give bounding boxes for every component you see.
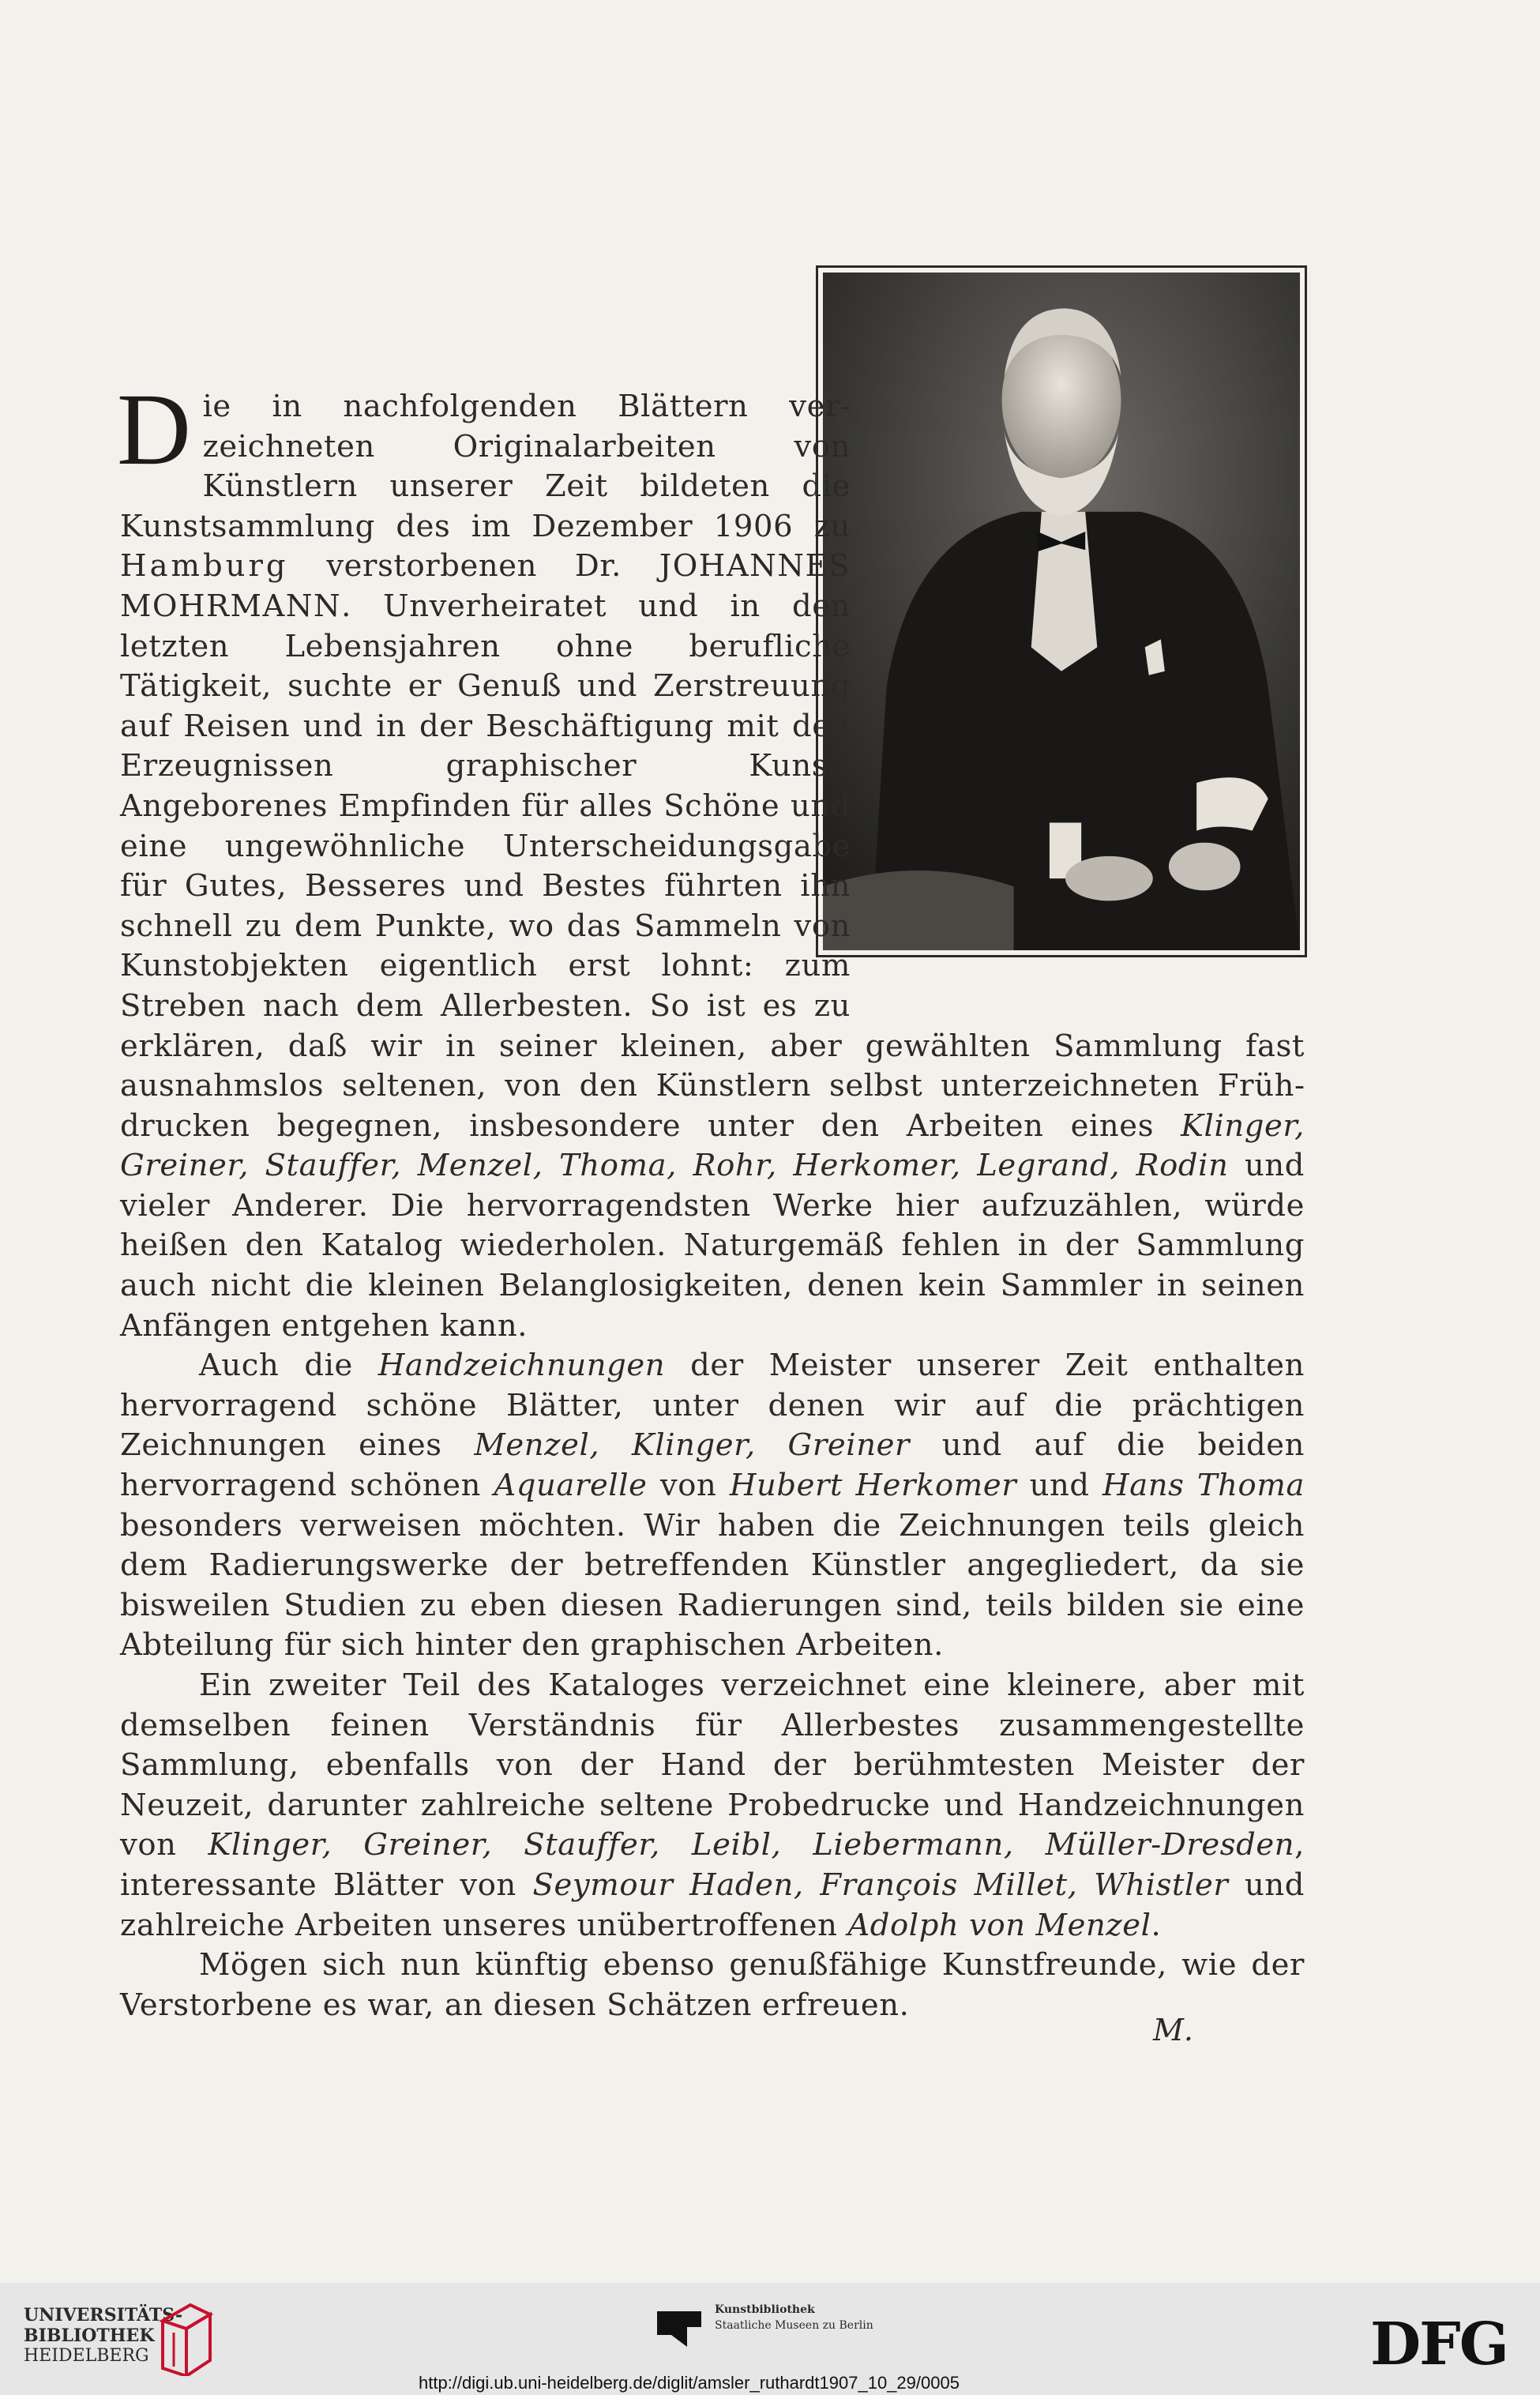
kunstbibliothek-icon — [655, 2303, 703, 2351]
body-text — [117, 373, 1305, 2025]
p3-f: Adolph von Menzel — [847, 1907, 1151, 1943]
p1-mid2: . Unverheiratet und in den letzten Lebensjahren ohne berufliche Tätigkeit, suchte er Genuß und Zerstreuung auf Reisen und in der Beschäftigung mit den Erzeugnissen graphischer Kunst. Angeborenes Empfinden für alles Schöne und eine ungewöhnliche Unterscheidungsgabe für Gutes, Besseres und Bestes führten ihn schnell zu dem Punkte, wo das Sammeln von Kunstobjekten eigentlich erst lohnt: zum Streben nach dem Allerbesten. So ist es zu erklären, daß wir in seiner kleinen, aber gewählten Sammlung fast ausnahmslos seltenen, von den Künstlern selbst unterzeichneten Frühdrucken begegnen, insbesondere unter den Arbeiten eines — [120, 588, 1305, 1144]
p2-a: Auch die — [199, 1348, 378, 1384]
p2-b: Handzeichnungen — [377, 1348, 666, 1384]
p2-g: von — [647, 1468, 730, 1504]
p3-a: Ein zweiter Teil des Kataloges verzeichnet eine kleinere, aber mit demselben feinen Verständnis für Allerbestes zusammengestellte Sammlung, ebenfalls von der Hand der berühmtesten Meister der Neuzeit, darunter zahlreiche seltene Probedrucke und Handzeichnungen von — [120, 1667, 1305, 1863]
paragraph-2 — [120, 1346, 1305, 1666]
p2-c: der Meister unserer Zeit enthalten hervorragend schöne Blätter, unter denen wir auf die prächtigen Zeichnungen eines — [120, 1348, 1305, 1464]
p3-b: Klinger, Greiner, Stauffer, Leibl, Liebermann, Müller-Dresden — [208, 1827, 1295, 1863]
p1-hamburg: Hamburg — [120, 548, 289, 585]
p3-c: , interessante Blätter von — [120, 1827, 1305, 1903]
dropcap: D — [117, 373, 192, 487]
p2-d: Menzel, Klinger, Greiner — [474, 1427, 911, 1464]
ub-line2: BIBLIOTHEK — [24, 2325, 155, 2346]
ub-line1: UNIVERSITÄTS- — [24, 2305, 183, 2325]
kb-line1: Kunstbibliothek — [715, 2303, 815, 2316]
p3-d: Seymour Haden, François Millet, Whistler — [532, 1867, 1229, 1903]
p2-f: Aquarelle — [494, 1468, 648, 1504]
dfg-logo[interactable]: DFG — [1370, 2310, 1508, 2378]
signature: M. — [1153, 2013, 1193, 2047]
p1-tail: und vieler Anderer. Die hervorragendsten Werke hier aufzuzählen, würde heißen den Katalog wiederholen. Naturgemäß fehlen in der Sammlung auch nicht die kleinen Belanglosigkeiten, denen kein Sammler in seinen Anfängen entgehen kann. — [120, 1148, 1305, 1344]
p2-k: besonders verweisen möchten. Wir haben die Zeichnungen teils gleich dem Radierungswerke der betreffenden Künstler angegliedert, da sie bisweilen Studien zu eben diesen Radierungen sind, teils bilden sie eine Abteilung für sich hinter den graphischen Arbeiten. — [120, 1507, 1305, 1664]
p1-name: JOHANNES MOHRMANN — [120, 548, 851, 624]
paragraph-4: Mögen sich nun künftig ebenso genußfähige Kunstfreunde, wie der Verstorbene es war, an diesen Schätzen erfreuen. — [120, 1947, 1305, 2023]
ub-line3: HEIDELBERG — [24, 2346, 149, 2366]
kb-line2: Staatliche Museen zu Berlin — [715, 2319, 873, 2332]
p1-mid1: verstorbenen Dr. — [288, 548, 659, 585]
ub-heidelberg-icon — [155, 2297, 218, 2376]
p3-e: und zahlreiche Arbeiten unseres unübertroffenen — [120, 1867, 1305, 1943]
p2-e: und auf die beiden hervorragend schönen — [120, 1427, 1305, 1504]
image-wrap-spacer — [851, 387, 1305, 995]
source-url-link[interactable]: http://digi.ub.uni-heidelberg.de/diglit/amsler_ruthardt1907_10_29/0005 — [419, 2373, 960, 2393]
p2-h: Hubert Herkomer — [729, 1468, 1017, 1504]
p1-lead: ie in nachfolgenden Blättern verzeichneten Originalarbeiten von Künstlern unserer Zeit bildeten die Kunstsammlung des im Dezember 1906 zu — [120, 389, 851, 544]
p3-g: . — [1151, 1907, 1162, 1943]
kunstbibliothek-logo[interactable] — [715, 2302, 873, 2333]
p2-i: und — [1016, 1468, 1103, 1504]
p1-artists: Klinger, Greiner, Stauffer, Menzel, Thoma, Rohr, Herkomer, Legrand, Rodin — [120, 1107, 1305, 1184]
paragraph-3 — [120, 1666, 1305, 1946]
p2-j: Hans Thoma — [1102, 1468, 1305, 1504]
